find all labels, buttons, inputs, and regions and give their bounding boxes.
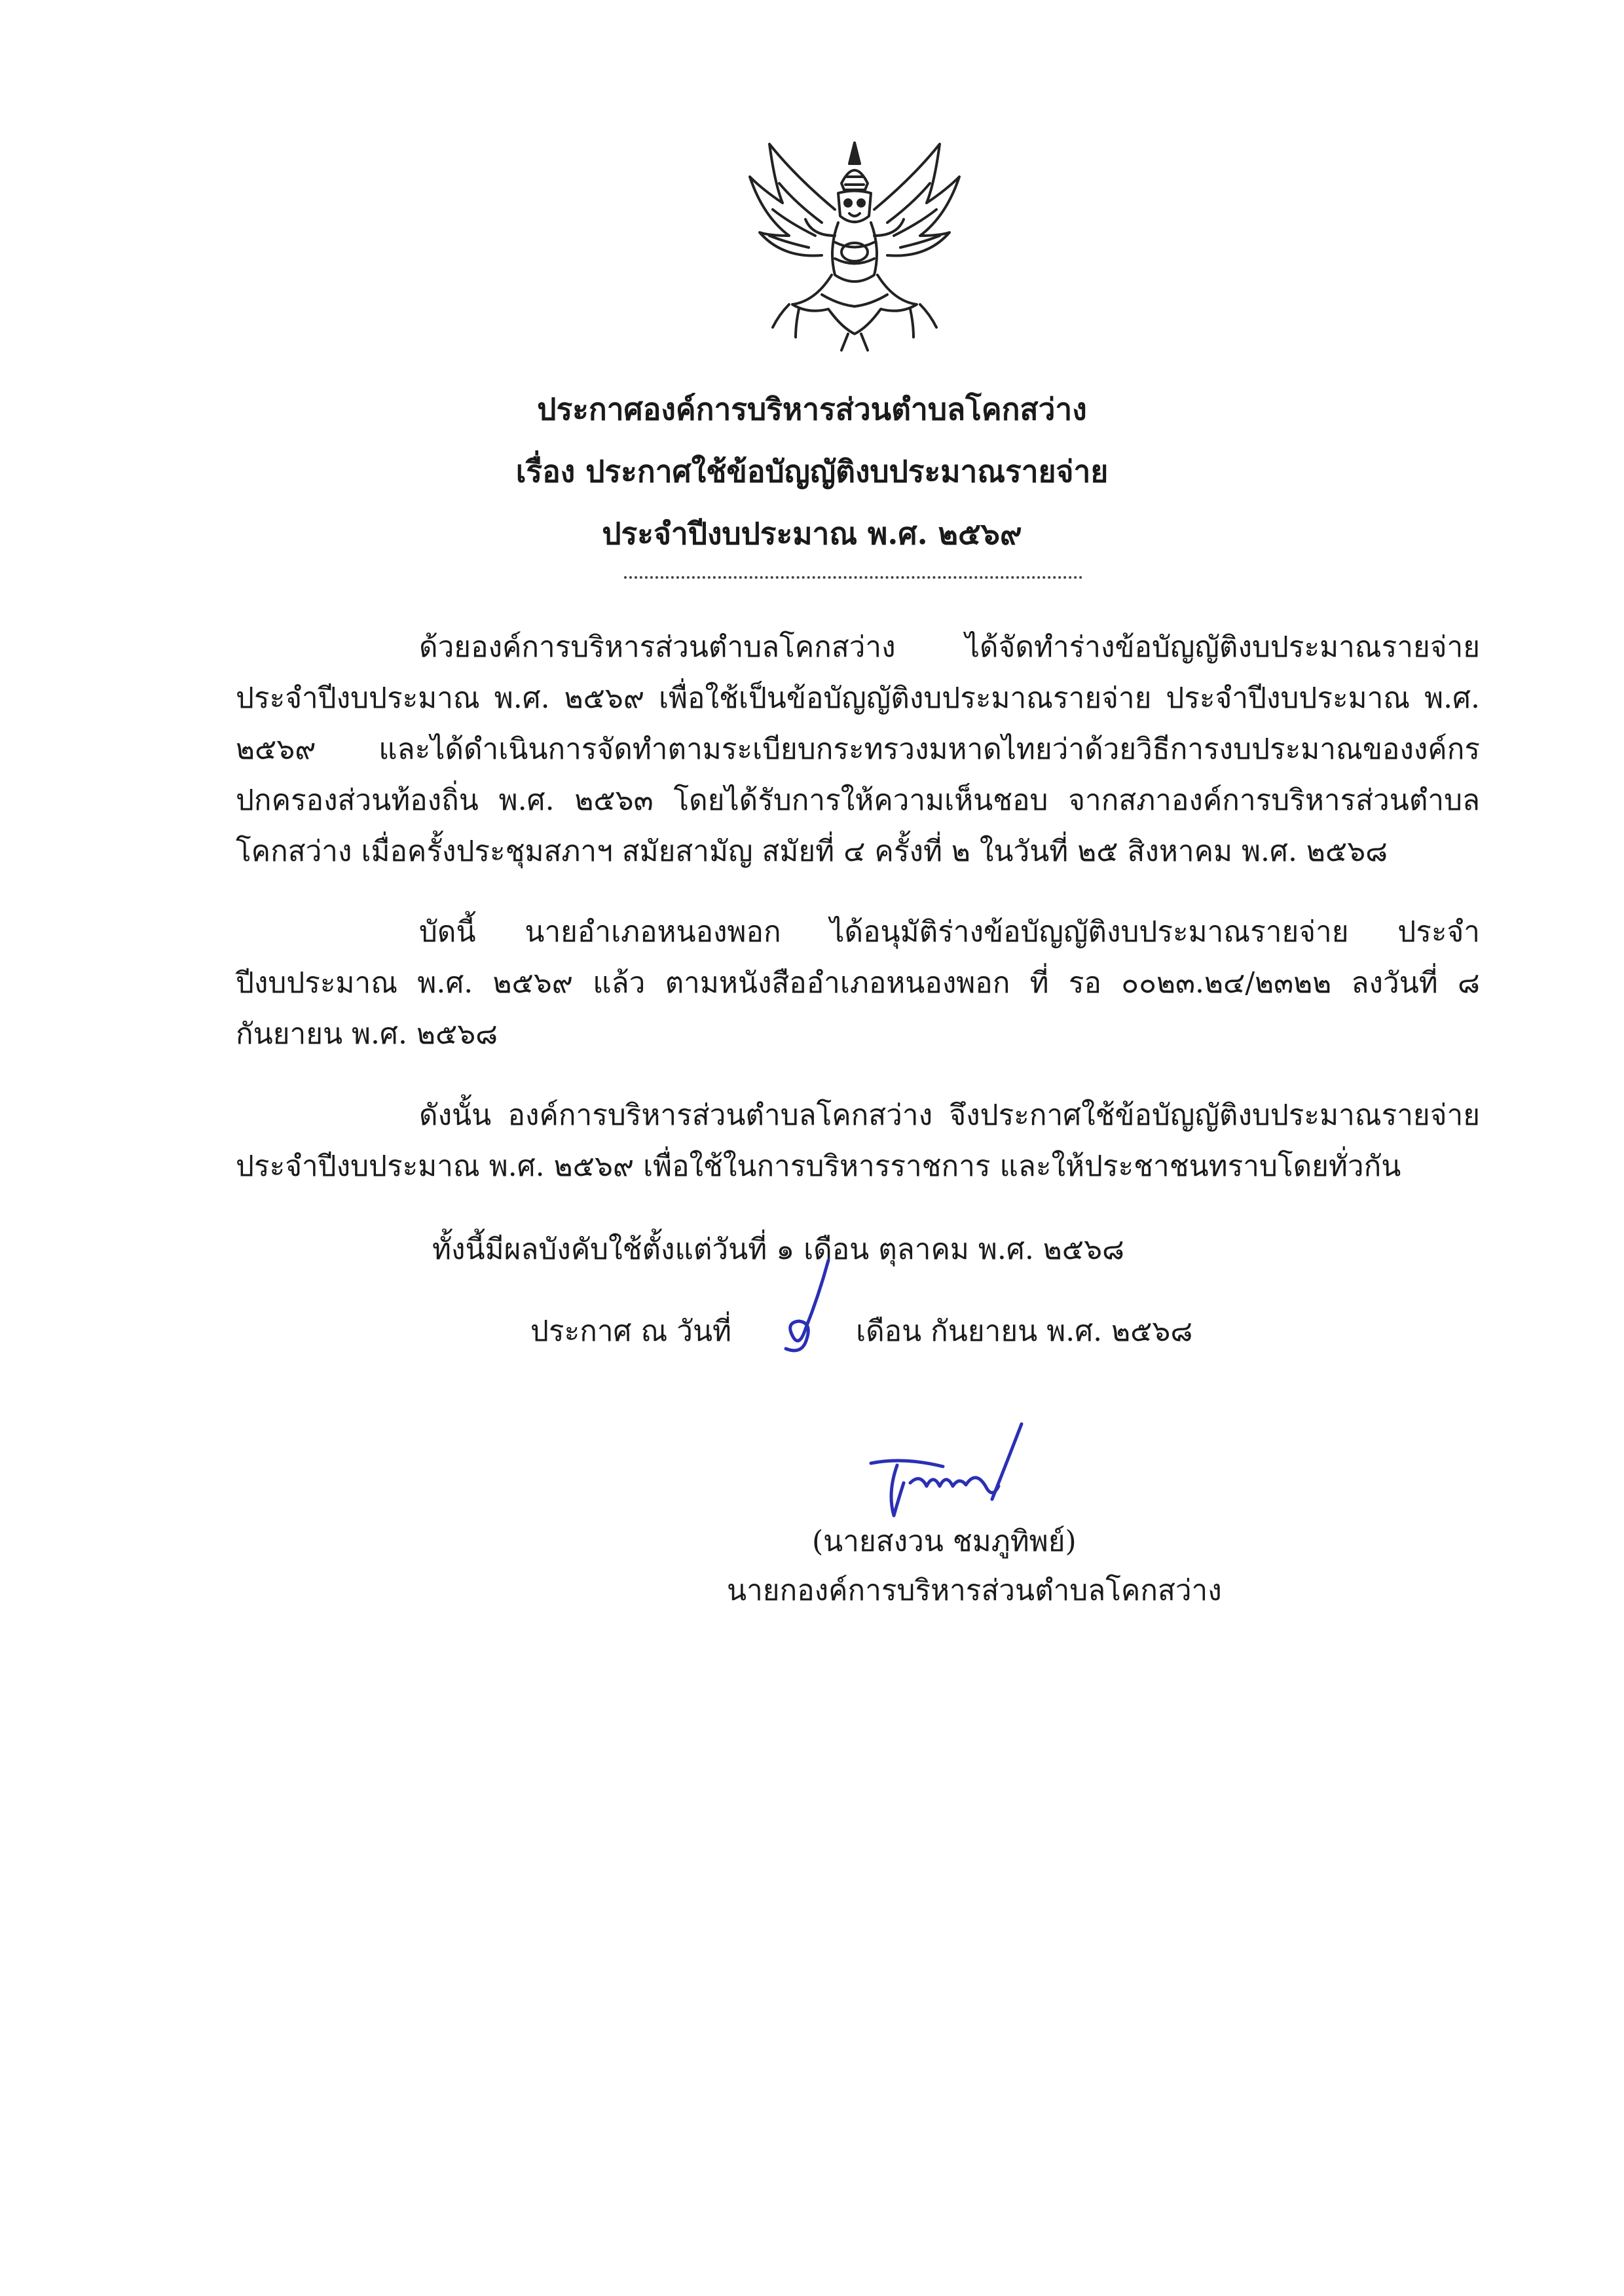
announce-date-prefix: ประกาศ ณ วันที่	[530, 1315, 732, 1348]
signer-title: นายกองค์การบริหารส่วนตำบลโคกสว่าง	[727, 1574, 1222, 1607]
announcement-fiscal-year: ประจำปีงบประมาณ พ.ศ. ๒๕๖๙	[602, 516, 1022, 551]
paragraph-3-text: ดังนั้น องค์การบริหารส่วนตำบลโคกสว่าง จึงประกาศใช้ข้อบัญญัติงบประมาณรายจ่าย ประจำปีงบประมาณ พ.ศ. ๒๕๖๙ เพื่อใช้ในการบริหารราชการ และให้ประชาชนทราบโดยทั่วกัน	[236, 1099, 1480, 1183]
body-paragraph-2	[236, 907, 1480, 1060]
paragraph-2-text: บัดนี้ นายอำเภอหนองพอก ได้อนุมัติร่างข้อบัญญัติงบประมาณรายจ่าย ประจำปีงบประมาณ พ.ศ. ๒๕๖๙ แล้ว ตามหนังสืออำเภอหนองพอก ที่ รอ ๐๐๒๓.๒๔/๒๓๒๒ ลงวันที่ ๘ กันยายน พ.ศ. ๒๕๖๘	[236, 915, 1480, 1051]
garuda-emblem-icon	[743, 137, 966, 354]
signer-name: (นายสงวน ชมภูทิพย์)	[812, 1525, 1077, 1558]
effective-date-line: ทั้งนี้มีผลบังคับใช้ตั้งแต่วันที่ ๑ เดือน ตุลาคม พ.ศ. ๒๕๖๘	[432, 1233, 1124, 1266]
paragraph-1-text: ด้วยองค์การบริหารส่วนตำบลโคกสว่าง ได้จัดทำร่างข้อบัญญัติงบประมาณรายจ่าย ประจำปีงบประมาณ พ.ศ. ๒๕๖๙ เพื่อใช้เป็นข้อบัญญัติงบประมาณรายจ่าย ประจำปีงบประมาณ พ.ศ. ๒๕๖๙ และได้ดำเนินการจัดทำตามระเบียบกระทรวงมหาดไทยว่าด้วยวิธีการงบประมาณของงค์กรปกครองส่วนท้องถิ่น พ.ศ. ๒๕๖๓ โดยได้รับการให้ความเห็นชอบ จากสภาองค์การบริหารส่วนตำบลโคกสว่าง เมื่อครั้งประชุมสภาฯ สมัยสามัญ สมัยที่ ๔ ครั้งที่ ๒ ในวันที่ ๒๕ สิงหาคม พ.ศ. ๒๕๖๘	[236, 630, 1480, 868]
body-paragraph-3	[236, 1090, 1480, 1192]
announcement-subject: เรื่อง ประกาศใช้ข้อบัญญัติงบประมาณรายจ่าย	[515, 454, 1109, 489]
body-paragraph-1	[236, 622, 1480, 877]
announce-date-suffix: เดือน กันยายน พ.ศ. ๒๕๖๘	[856, 1315, 1193, 1348]
handwritten-signature	[858, 1421, 1048, 1532]
dotted-divider	[624, 576, 1082, 579]
announcement-date-line	[530, 1306, 1192, 1357]
announcement-title: ประกาศองค์การบริหารส่วนตำบลโคกสว่าง	[537, 392, 1087, 427]
handwritten-day-mark	[766, 1257, 838, 1362]
